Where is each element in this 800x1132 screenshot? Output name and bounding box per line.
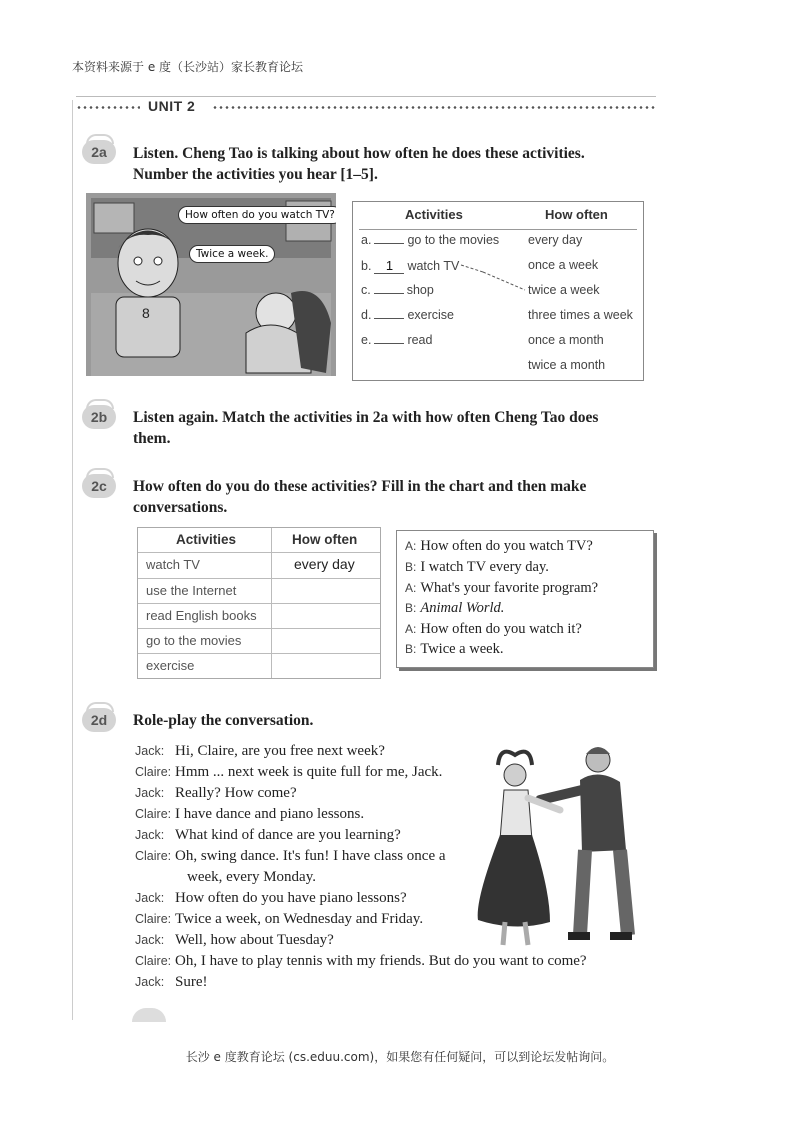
dialogue-line: Claire: Hmm ... next week is quite full for me, Jack. — [135, 764, 443, 780]
badge-2a: 2a — [82, 140, 116, 164]
chart-header-how-often: How often — [292, 532, 358, 547]
badge-2c: 2c — [82, 474, 116, 498]
chart-row-rule — [138, 552, 380, 553]
table-2a-header-activities: Activities — [405, 207, 463, 222]
top-rule — [76, 96, 656, 97]
instruction-2b-line1: Listen again. Match the activities in 2a with how often Cheng Tao does — [133, 409, 599, 426]
frequency-item: every day — [528, 233, 583, 247]
instruction-2a-line1: Listen. Cheng Tao is talking about how often he does these activities. — [133, 145, 585, 162]
chart-activity: watch TV — [146, 557, 200, 572]
instruction-2b — [133, 407, 633, 449]
frequency-item: once a month — [528, 333, 604, 347]
chart-row-rule — [138, 603, 380, 604]
conversation-line: B: Animal World. — [405, 600, 505, 616]
chart-activity: use the Internet — [146, 583, 237, 598]
frequency-item: twice a week — [528, 283, 600, 297]
conversation-line: B: I watch TV every day. — [405, 559, 549, 575]
conversation-line: A: How often do you watch TV? — [405, 538, 593, 554]
table-2a-header-how-often: How often — [545, 207, 608, 222]
dialogue-line: Jack: Really? How come? — [135, 785, 297, 801]
unit-dots-right — [212, 106, 656, 109]
frequency-chart-2c — [137, 527, 381, 679]
speech-bubble-question: How often do you watch TV? — [178, 206, 336, 224]
activity-row: a. go to the movies — [361, 233, 500, 247]
frequency-item: once a week — [528, 258, 599, 272]
activity-row: e. read — [361, 333, 433, 347]
instruction-2c-line1: How often do you do these activities? Fill in the chart and then make — [133, 478, 587, 495]
chart-row-rule — [138, 653, 380, 654]
activities-table-2a — [352, 201, 644, 381]
page-number-tab — [132, 1008, 166, 1022]
instruction-2c — [133, 476, 633, 518]
instruction-2c-line2: conversations. — [133, 499, 228, 516]
unit-dots-left — [76, 106, 140, 109]
chart-activity: exercise — [146, 658, 195, 673]
instruction-2a — [133, 143, 633, 185]
frequency-item: twice a month — [528, 358, 606, 372]
dancers-photo — [470, 740, 640, 955]
activity-row: b. 1 watch TV — [361, 258, 460, 273]
chart-row-rule — [138, 578, 380, 579]
activity-row: c. shop — [361, 283, 434, 297]
speech-bubble-answer: Twice a week. — [189, 245, 275, 263]
chart-row-rule — [138, 628, 380, 629]
dancing-couple-drawing — [470, 740, 640, 955]
dialogue-line: Jack: What kind of dance are you learning? — [135, 827, 401, 843]
dialogue-line: Claire: I have dance and piano lessons. — [135, 806, 365, 822]
dialogue-line: Jack: Well, how about Tuesday? — [135, 932, 334, 948]
chart-activity: go to the movies — [146, 633, 242, 648]
match-line — [353, 202, 643, 380]
chart-header-activities: Activities — [176, 532, 237, 547]
unit-label: UNIT 2 — [148, 98, 196, 114]
dialogue-line: Claire: Oh, I have to play tennis with my friends. But do you want to come? — [135, 953, 587, 969]
left-margin-rule — [72, 100, 73, 1020]
cartoon-illustration — [86, 193, 336, 376]
unit-bar — [76, 98, 656, 116]
chart-activity: read English books — [146, 608, 257, 623]
activity-row: d. exercise — [361, 308, 454, 322]
conversation-line: A: What's your favorite program? — [405, 580, 599, 596]
instruction-2b-line2: them. — [133, 430, 171, 447]
dialogue-line: week, every Monday. — [187, 869, 316, 885]
dialogue-line: Claire: Twice a week, on Wednesday and Friday. — [135, 911, 424, 927]
instruction-2d: Role-play the conversation. — [133, 712, 314, 729]
conversation-line: A: How often do you watch it? — [405, 621, 582, 637]
badge-2d: 2d — [82, 708, 116, 732]
chart-how-often[interactable]: every day — [294, 556, 355, 572]
footer: 长沙 e 度教育论坛 (cs.eduu.com)，如果您有任何疑问，可以到论坛发帖询问。 — [185, 1050, 615, 1064]
badge-2b: 2b — [82, 405, 116, 429]
svg-text:8: 8 — [142, 305, 150, 321]
conversation-line: B: Twice a week. — [405, 641, 504, 657]
dialogue-line: Claire: Oh, swing dance. It's fun! I have class once a — [135, 848, 446, 864]
answer-blank[interactable]: 1 — [374, 258, 404, 274]
instruction-2a-line2: Number the activities you hear [1–5]. — [133, 166, 378, 183]
source-header: 本资料来源于 e 度（长沙站）家长教育论坛 — [72, 60, 304, 74]
dialogue-line: Jack: Sure! — [135, 974, 208, 990]
dialogue-line: Jack: Hi, Claire, are you free next week? — [135, 743, 385, 759]
sample-conversation-box — [396, 530, 654, 668]
frequency-item: three times a week — [528, 308, 633, 322]
dialogue-line: Jack: How often do you have piano lessons? — [135, 890, 407, 906]
